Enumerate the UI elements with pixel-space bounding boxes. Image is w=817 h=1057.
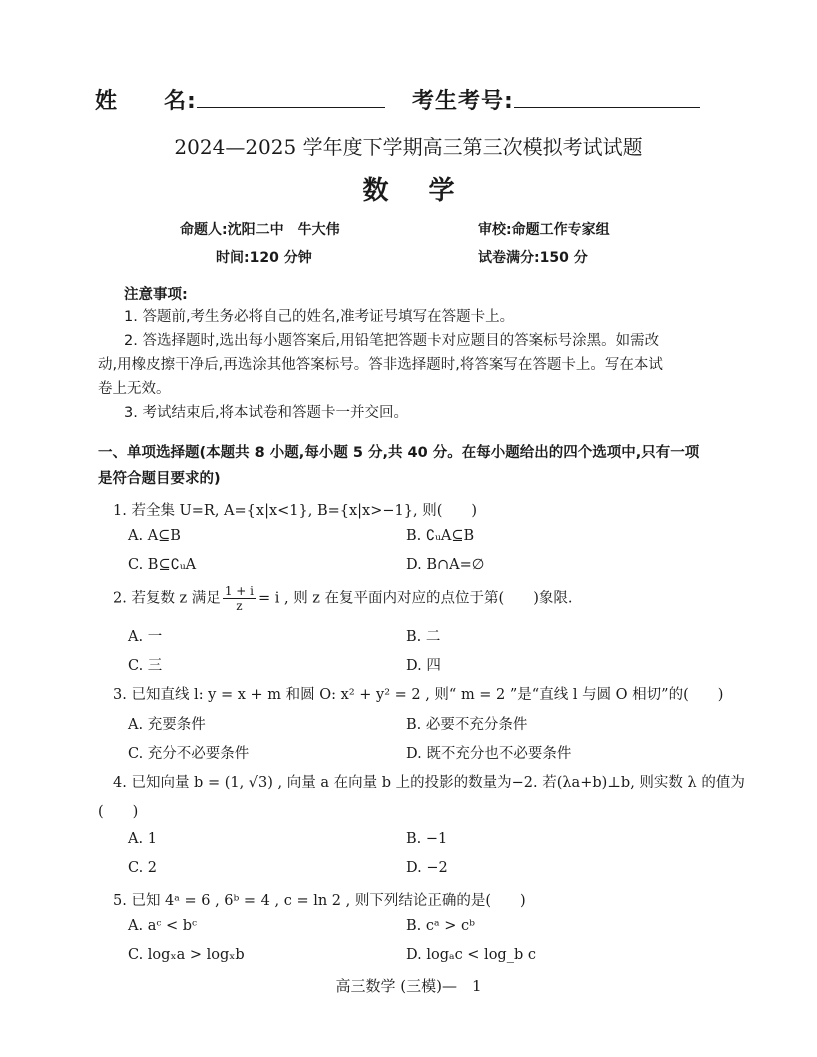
note-item-1: 1. 答题前,考生务必将自己的姓名,准考证号填写在答题卡上。 [124, 309, 515, 325]
question-4-stem-line-1: 4. 已知向量 b = (1, √3) , 向量 a 在向量 b 上的投影的数量为−2. 若(λa+b)⊥b, 则实数 λ 的值为 [113, 775, 745, 791]
question-5-option-d: D. logₐc < log_b c [406, 947, 536, 963]
exam-no-field-label [412, 84, 700, 115]
full-score-info: 试卷满分:150 分 [478, 250, 588, 266]
note-item-2-line-1: 2. 答选择题时,选出每小题答案后,用铅笔把答题卡对应题目的答案标号涂黑。如需改 [124, 333, 660, 349]
question-2-stem-pre: 2. 若复数 z 满足 [113, 590, 221, 607]
question-2-fraction [223, 584, 256, 613]
notes-heading: 注意事项: [124, 287, 188, 303]
question-3-option-c: C. 充分不必要条件 [128, 746, 250, 762]
section-1-heading-line-2: 是符合题目要求的) [98, 471, 221, 487]
exam-title: 2024—2025 学年度下学期高三第三次模拟考试试题 [174, 135, 643, 159]
exam-no-blank [514, 89, 700, 108]
question-3-stem: 3. 已知直线 l: y = x + m 和圆 O: x² + y² = 2 , 则“ m = 2 ”是“直线 l 与圆 O 相切”的( ) [113, 687, 724, 703]
question-4-option-d: D. −2 [406, 860, 448, 876]
question-3-option-d: D. 既不充分也不必要条件 [406, 746, 572, 762]
name-field-label [95, 84, 385, 115]
name-blank [197, 89, 385, 108]
question-2-stem-post: = i , 则 z 在复平面内对应的点位于第( )象限. [257, 590, 573, 607]
question-3-option-a: A. 充要条件 [128, 717, 206, 733]
question-5-stem: 5. 已知 4ᵃ = 6 , 6ᵇ = 4 , c = ln 2 , 则下列结论正确的是( ) [113, 893, 526, 909]
question-2-option-c: C. 三 [128, 658, 163, 674]
exam-no-label: 考生考号: [412, 89, 514, 114]
question-1-option-a: A. A⊆B [128, 528, 181, 544]
question-2-option-d: D. 四 [406, 658, 441, 674]
question-4-option-a: A. 1 [128, 831, 157, 847]
reviewer-info: 审校:命题工作专家组 [478, 222, 610, 238]
section-1-heading-line-1: 一、单项选择题(本题共 8 小题,每小题 5 分,共 40 分。在每小题给出的四个选项中,只有一项 [98, 445, 700, 461]
name-label: 姓 名: [95, 89, 197, 114]
note-item-2-line-3: 卷上无效。 [98, 381, 171, 397]
question-3-option-b: B. 必要不充分条件 [406, 717, 528, 733]
question-1-option-b: B. ∁ᵤA⊆B [406, 528, 475, 544]
note-item-3: 3. 考试结束后,将本试卷和答题卡一并交回。 [124, 405, 409, 421]
time-info: 时间:120 分钟 [216, 250, 312, 266]
note-item-2-line-2: 动,用橡皮擦干净后,再选涂其他答案标号。答非选择题时,将答案写在答题卡上。写在本试 [98, 357, 663, 373]
fraction-denominator: z [236, 599, 243, 613]
page-footer: 高三数学 (三模)— 1 [335, 977, 482, 995]
question-5-option-c: C. logₓa > logₓb [128, 947, 245, 963]
question-2-stem [113, 584, 572, 613]
question-2-option-a: A. 一 [128, 629, 163, 645]
question-4-option-c: C. 2 [128, 860, 158, 876]
fraction-numerator: 1 + i [224, 584, 254, 598]
question-1-option-d: D. B∩A=∅ [406, 557, 485, 573]
question-1-stem: 1. 若全集 U=R, A={x|x<1}, B={x|x>−1}, 则( ) [113, 503, 478, 519]
question-5-option-b: B. cᵃ > cᵇ [406, 918, 475, 934]
question-1-option-c: C. B⊆∁ᵤA [128, 557, 197, 573]
question-5-option-a: A. aᶜ < bᶜ [128, 918, 198, 934]
question-4-option-b: B. −1 [406, 831, 448, 847]
question-2-option-b: B. 二 [406, 629, 441, 645]
subject-title: 数学 [362, 176, 495, 206]
author-info: 命题人:沈阳二中 牛大伟 [180, 222, 340, 238]
question-4-stem-line-2: ( ) [98, 804, 139, 820]
